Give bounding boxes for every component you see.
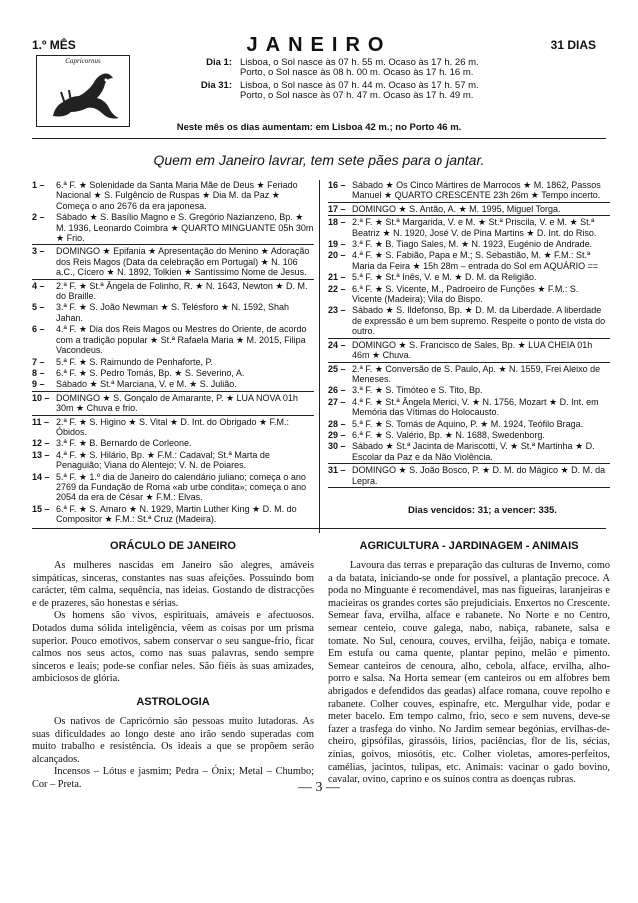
- calendar-day-text: DOMINGO ★ S. Gonçalo de Amarante, P. ★ LUA NOVA 01h 30m ★ Chuva e frio.: [56, 392, 298, 414]
- calendar-entry: [328, 430, 610, 440]
- calendar-entry: [32, 391, 314, 416]
- days-count: 31 DIAS: [550, 38, 596, 52]
- calendar-day-number: 30 –: [328, 441, 346, 452]
- calendar-day-number: 16 –: [328, 180, 346, 190]
- sun-line: Lisboa, o Sol nasce às 07 h. 44 m. Ocaso às 17 h. 57 m.: [240, 79, 479, 91]
- calendar-day-text: 5.ª F. ★ S. Tomás de Aquino, P. ★ M. 1924, Teófilo Braga.: [352, 418, 584, 429]
- proverb: Quem em Janeiro lavrar, tem sete pães para o jantar.: [153, 152, 485, 168]
- column-divider: [319, 180, 320, 533]
- calendar-entry: [328, 419, 610, 429]
- calendar-entry: [328, 441, 610, 462]
- sun-row-day1: [172, 58, 522, 79]
- calendar-day-text: 4.ª F. ★ S. Hilário, Bp. ★ F.M.: Cadaval; St.ª Marta de Penaguião; Viana do Alentejo; V. N. de Poiares.: [56, 449, 270, 471]
- agricultura-para: Lavoura das terras e preparação das culturas de Inverno, como a da batata, iniciando-se onde for possível, a plantação precoce. A poda no Minguante é recomendável, mas nas figueiras, laranjeiras e macieiras os grandes cortes são prejudiciais. Enxertos no Crescente. Semear fava, ervilha, alface e rabanete. No Norte e no Centro, semear centeio, couve galega, nabo, nabiça, rabanete, salsa e tomate. No Sul, cenoura, couves, ervilha, feijão, nabiça e tomate. Em estufa ou cama quente, plantar pepino, melão e pimento. Semear canteiros de cenoura, alho, cebola, alface, ervilha, alho-porro e salsa. Na Horta semear (em canteiros ou em alfobres bem abrigados e defendidos das geadas) alface romana, couve repolho e rabanete. Colher couves, espinafre, etc. Mergulhar vide, podar e meter bacelo. Em tempo calmo, frio, seco e sem nuvens, deve-se fazer a trasfega do vinho. No Jardim semear begónias, ervilhas-de-cheiro, gipsófilas, girassóis, lírios, paciências, flor de lis, sécias, zínias, goivos, miosótis, etc. Colher violetas, amores-perfeitos, camélias, jacintos, tulipas, etc. Animais: vacinar o gado bovino, cavalar, ovino, caprino e os suínos contra as doenças rubras.: [328, 560, 610, 786]
- calendar-left: [32, 180, 314, 526]
- calendar-entry: [328, 202, 610, 216]
- calendar-day-text: DOMINGO ★ S. João Bosco, P. ★ D. M. do Mágico ★ D. M. da Lepra.: [352, 465, 606, 486]
- calendar-day-number: 29 –: [328, 429, 346, 440]
- astrologia-para: Incensos – Lótus e jasmim; Pedra – Ónix; Metal – Chumbo; Cor – Preta.: [32, 766, 314, 790]
- calendar-day-text: 2.ª F. ★ St.ª Margarida, V. e M. ★ St.ª Priscila, V. e M. ★ St.ª Beatriz ★ N. 1920, José V. de Pina Martins ★ D. Int. do Riso.: [352, 217, 597, 238]
- calendar-entry: [328, 217, 610, 238]
- calendar-entry: [32, 450, 314, 471]
- calendar-day-text: Sábado ★ St.ª Marciana, V. e M. ★ S. Julião.: [56, 379, 237, 390]
- calendar-day-text: Sábado ★ S. Ildefonso, Bp. ★ D. M. da Liberdade. A liberdade de expressão é um bem supremo. Respeite o ponto de vista do outro.: [352, 305, 606, 337]
- calendar-day-number: 8 –: [32, 367, 45, 378]
- calendar-day-number: 27 –: [328, 396, 346, 407]
- sun-line: Lisboa, o Sol nasce às 07 h. 55 m. Ocaso às 17 h. 26 m.: [240, 57, 479, 68]
- agricultura-section: [328, 540, 610, 787]
- calendar-entry: [32, 357, 314, 367]
- month-number: 1.º MÊS: [32, 38, 76, 52]
- sun-line: Porto, o Sol nasce às 07 h. 47 m. Ocaso às 17 h. 49 m.: [240, 90, 474, 102]
- calendar-entry: [32, 472, 314, 503]
- calendar-day-number: 12 –: [32, 438, 50, 449]
- sun-times: [172, 58, 522, 102]
- calendar-day-number: 15 –: [32, 503, 50, 514]
- calendar-entry: [32, 417, 314, 438]
- divider: [32, 138, 606, 139]
- calendar-day-number: 6 –: [32, 324, 45, 335]
- calendar-day-number: 5 –: [32, 302, 45, 313]
- calendar-day-text: DOMINGO ★ Epifania ★ Apresentação do Menino ★ Adoração dos Reis Magos (Data da celebração em Portugal) ★ N. 106 a.C., Cícero ★ N. 1892, Tolkien ★ Santíssimo Nome de Jesus.: [56, 246, 310, 278]
- sun-line: Porto, o Sol nasce às 08 h. 00 m. Ocaso às 17 h. 16 m.: [240, 67, 474, 79]
- calendar-day-text: 4.ª F. ★ S. Fabião, Papa e M.; S. Sebastião, M. ★ F.M.: St.ª Maria da Feira ★ 15h 28m – entrada do Sol em AQUÁRIO ==: [352, 250, 599, 271]
- calendar-entry: [328, 397, 610, 418]
- calendar-day-text: 5.ª F. ★ 1.º dia de Janeiro do calendário juliano; começa o ano 2769 da Fundação de Roma «ab urbe condita»; começa o ano 2054 da era de César ★ F.M.: Elvas.: [56, 471, 307, 503]
- sun-key: Dia 1:: [206, 57, 232, 68]
- calendar-day-text: 6.ª F. ★ S. Valério, Bp. ★ N. 1688, Swedenborg.: [352, 429, 545, 440]
- calendar-day-text: 4.ª F. ★ Dia dos Reis Magos ou Mestres do Oriente, de acordo com a tradição popular ★ St.ª Rafaela Maria ★ M. 2015, Filipa Vacondeus.: [56, 324, 307, 356]
- logo-label: Capricornus: [65, 57, 101, 65]
- calendar-entry: [328, 305, 610, 336]
- calendar-entry: [328, 284, 610, 305]
- calendar-entry: [32, 281, 314, 302]
- calendar-day-text: Sábado ★ Os Cinco Mártires de Marrocos ★ M. 1862, Passos Manuel ★ QUARTO CRESCENTE 23h 26m ★ Tempo incerto.: [352, 180, 601, 201]
- calendar-entry: [32, 368, 314, 378]
- calendar-day-number: 7 –: [32, 356, 45, 367]
- calendar-entry: [32, 324, 314, 355]
- calendar-day-number: 1 –: [32, 180, 45, 190]
- calendar-day-text: 2.ª F. ★ St.ª Ângela de Folinho, R. ★ N. 1643, Newton ★ D. M. do Braille.: [56, 280, 308, 302]
- calendar-entry: [328, 463, 610, 488]
- calendar-entry: [32, 212, 314, 243]
- calendar-entry: [32, 438, 314, 448]
- calendar-day-number: 4 –: [32, 280, 45, 291]
- page-title: JANEIRO: [246, 34, 392, 56]
- calendar-day-text: 5.ª F. ★ St.ª Inês, V. e M. ★ D. M. da Religião.: [352, 272, 537, 283]
- capricorn-logo: [36, 55, 130, 127]
- calendar-entry: [328, 272, 610, 282]
- calendar-entry: [32, 244, 314, 279]
- calendar-day-text: 6.ª F. ★ Solenidade da Santa Maria Mãe de Deus ★ Feriado Nacional ★ S. Fulgêncio de Ruspas ★ Dia M. da Paz ★ Começa o ano 2676 da era japonesa.: [56, 180, 298, 211]
- sun-key: Dia 31:: [200, 79, 232, 91]
- calendar-entry: [32, 379, 314, 389]
- calendar-entry: [328, 239, 610, 249]
- calendar-day-number: 22 –: [328, 283, 346, 294]
- calendar-day-number: 25 –: [328, 363, 346, 374]
- calendar-day-number: 19 –: [328, 239, 346, 250]
- calendar-entry: [328, 385, 610, 395]
- calendar-day-text: 3.ª F. ★ B. Tiago Sales, M. ★ N. 1923, Eugénio de Andrade.: [352, 239, 593, 250]
- oraculo-section: [32, 540, 314, 792]
- calendar-day-number: 11 –: [32, 416, 50, 427]
- calendar-day-number: 23 –: [328, 305, 346, 316]
- page-number: — 3 —: [298, 780, 340, 795]
- calendar-day-text: 6.ª F. ★ S. Amaro ★ N. 1929, Martin Luther King ★ D. M. do Compositor ★ F.M.: St.ª Cruz (Madeira).: [56, 503, 297, 525]
- oraculo-para: As mulheres nascidas em Janeiro são alegres, amáveis simpáticas, sinceras, constantes nas suas afeições. Possuindo bom carácter, têm calma, sequência, nas ideias. Gostando de distracções e de prazeres, são honestas e sérias.: [32, 560, 314, 609]
- calendar-day-text: 3.ª F. ★ S. João Newman ★ S. Telésforo ★ N. 1592, Shah Jahan.: [56, 302, 289, 323]
- calendar-day-number: 9 –: [32, 379, 45, 390]
- astrologia-para: Os nativos de Capricórnio são pessoas muito lutadoras. As suas dificuldades ao longo deste ano irão sendo superadas com muito trabalho e resistência. Os ideais a que se propõem serão alcançados.: [32, 715, 314, 765]
- oraculo-para: Os homens são vivos, espirituais, amáveis e afectuosos. Dotados duma sólida inteligência, vêem as coisas por um prisma superior. Pouco emotivos, sabem conservar o seu sangue-frio, ficar calmos nos seus actos, como nas suas palavras, sendo sempre sinceros e leais; pode-se confiar neles. São fiéis às suas amizades, ambiciosos de glória.: [32, 610, 314, 685]
- days-remaining: Dias vencidos: 31; a vencer: 335.: [408, 505, 557, 516]
- calendar-day-text: 5.ª F. ★ S. Raimundo de Penhaforte, P.: [56, 356, 213, 367]
- capricorn-icon: [43, 66, 125, 124]
- calendar-day-text: DOMINGO ★ S. Francisco de Sales, Bp. ★ LUA CHEIA 01h 46m ★ Chuva.: [352, 339, 593, 361]
- agricultura-title: AGRICULTURA - JARDINAGEM - ANIMAIS: [359, 540, 579, 552]
- calendar-day-number: 26 –: [328, 385, 346, 396]
- calendar-day-number: 13 –: [32, 449, 50, 460]
- calendar-day-number: 14 –: [32, 471, 50, 482]
- astrologia-title: ASTROLOGIA: [136, 695, 210, 708]
- sun-row-day31: [172, 81, 522, 102]
- calendar-day-number: 3 –: [32, 246, 45, 257]
- calendar-day-text: 4.ª F. ★ St.ª Ângela Merici, V. ★ N. 1756, Mozart ★ D. Int. em Memória das Vítimas do Holocausto.: [352, 396, 599, 418]
- calendar-entry: [32, 504, 314, 525]
- calendar-day-text: DOMINGO ★ S. Antão, A. ★ M. 1995, Miguel Torga.: [352, 203, 561, 214]
- calendar-day-text: 2.ª F. ★ S. Higino ★ S. Vital ★ D. Int. do Obrigado ★ F.M.: Óbidos.: [56, 416, 290, 437]
- calendar-entry: [32, 302, 314, 323]
- calendar-entry: [328, 250, 610, 271]
- calendar-day-text: Sábado ★ S. Basílio Magno e S. Gregório Nazianzeno, Bp. ★ M. 1936, Leonardo Coimbra ★ QUARTO MINGUANTE 05h 30m ★ Frio.: [56, 212, 314, 244]
- calendar-day-text: 2.ª F. ★ Conversão de S. Paulo, Ap. ★ N. 1559, Frei Aleixo de Meneses.: [352, 363, 601, 384]
- calendar-entry: [328, 338, 610, 363]
- calendar-day-number: 28 –: [328, 418, 346, 429]
- calendar-day-number: 17 –: [328, 203, 346, 214]
- oraculo-title: ORÁCULO DE JANEIRO: [110, 540, 236, 552]
- divider: [32, 528, 606, 529]
- calendar-entry: [32, 180, 314, 211]
- calendar-right: [328, 180, 610, 489]
- calendar-day-text: 6.ª F. ★ S. Vicente, M., Padroeiro de Funções ★ F.M.: S. Vicente (Madeira); Vila do Bispo.: [352, 283, 579, 305]
- calendar-day-number: 24 –: [328, 339, 346, 350]
- calendar-day-number: 10 –: [32, 392, 50, 403]
- calendar-entry: [328, 364, 610, 385]
- calendar-day-text: Sábado ★ St.ª Jacinta de Mariscotti, V. ★ St.ª Martinha ★ D. Escolar da Paz e da Não Violência.: [352, 441, 595, 462]
- calendar-day-number: 18 –: [328, 217, 346, 228]
- calendar-day-number: 2 –: [32, 212, 45, 223]
- calendar-entry: [328, 180, 610, 201]
- sun-note: Neste mês os dias aumentam: em Lisboa 42 m.; no Porto 46 m.: [176, 122, 462, 133]
- calendar-day-text: 6.ª F. ★ S. Pedro Tomás, Bp. ★ S. Severino, A.: [56, 367, 245, 378]
- calendar-day-number: 20 –: [328, 250, 346, 261]
- calendar-day-text: 3.ª F. ★ B. Bernardo de Corleone.: [56, 438, 192, 449]
- calendar-day-text: 3.ª F. ★ S. Timóteo e S. Tito, Bp.: [352, 385, 483, 396]
- calendar-day-number: 31 –: [328, 465, 346, 476]
- calendar-day-number: 21 –: [328, 272, 346, 283]
